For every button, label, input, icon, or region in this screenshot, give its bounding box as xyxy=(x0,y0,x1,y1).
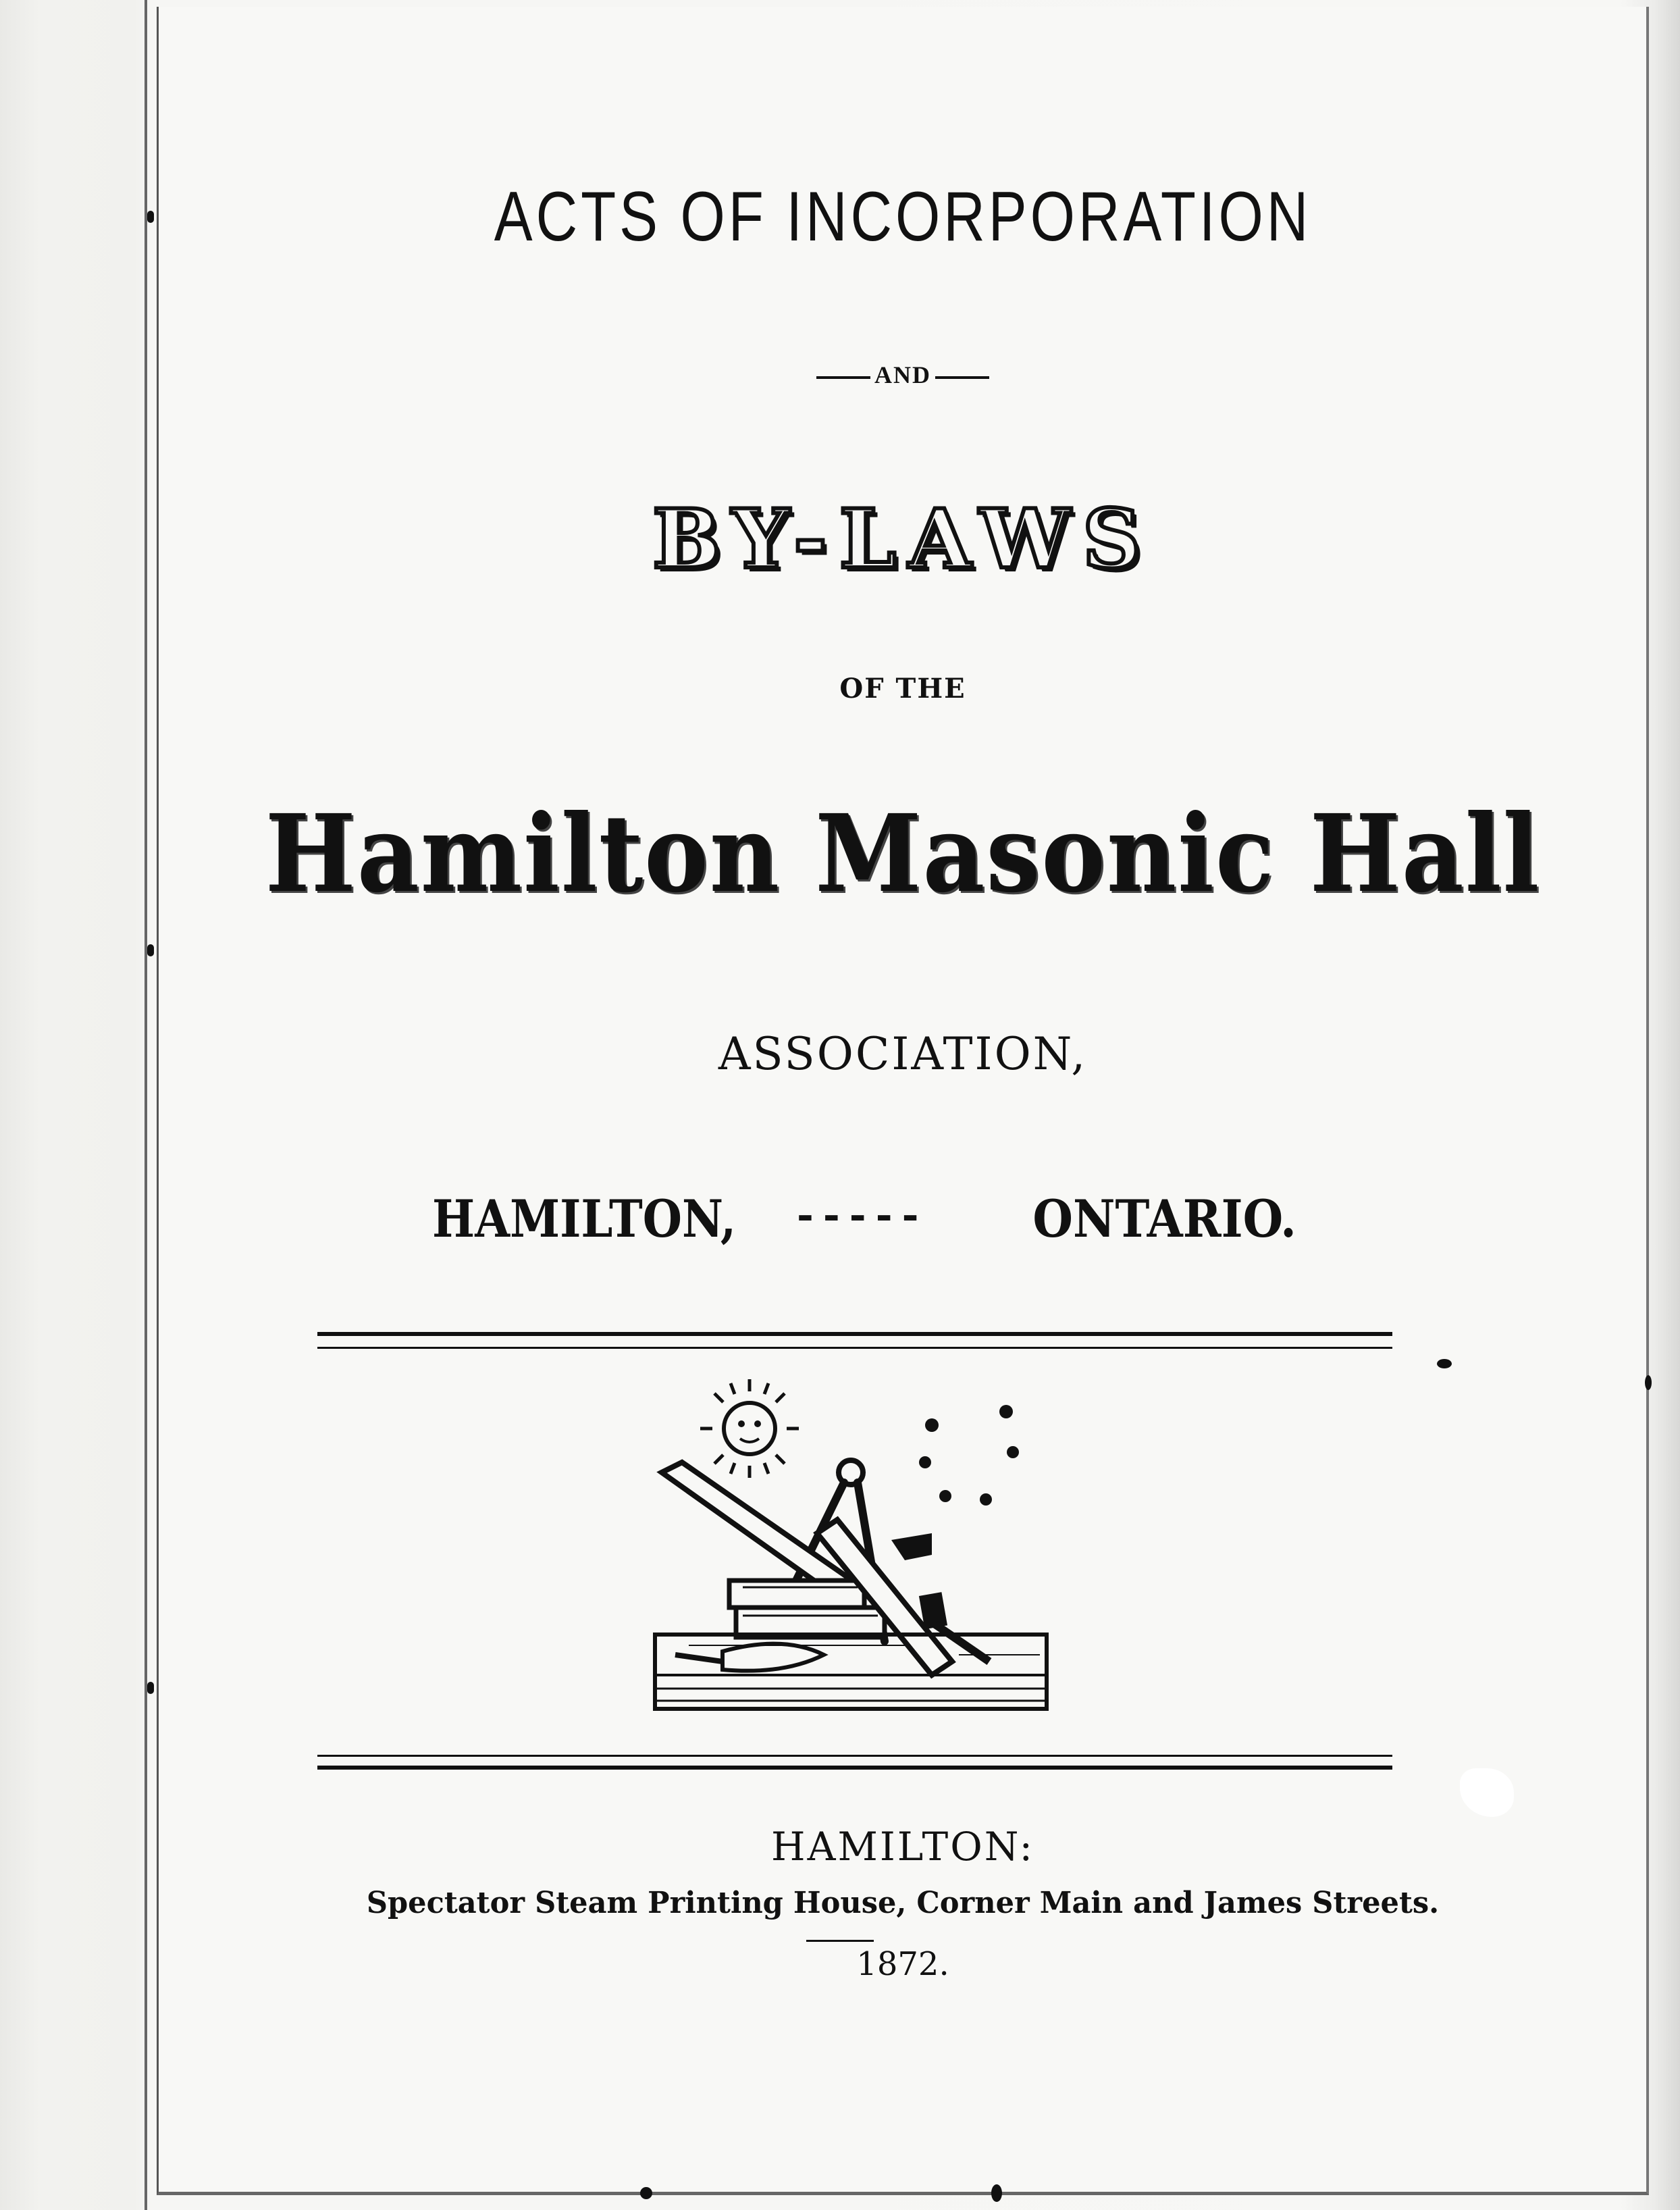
ink-speck xyxy=(1437,1359,1452,1368)
imprint-printer: Spectator Steam Printing House, Corner Main and James Streets. xyxy=(366,1886,1440,1920)
right-dash xyxy=(935,376,989,379)
bottom-rule-thin xyxy=(317,1755,1392,1757)
conjunction-text: AND xyxy=(874,361,931,388)
masonic-emblem xyxy=(648,1378,1053,1716)
bottom-rule-thick xyxy=(317,1766,1392,1770)
location-city: HAMILTON, xyxy=(432,1189,737,1249)
conjunction-line xyxy=(157,361,1649,389)
binding-fold xyxy=(145,0,147,2210)
left-dash xyxy=(816,376,870,379)
organization-name: Hamilton Masonic Hall xyxy=(265,792,1541,917)
binding-stitch xyxy=(147,1682,154,1694)
ink-speck xyxy=(991,2184,1002,2202)
sun-icon xyxy=(700,1379,799,1478)
table-icon xyxy=(655,1635,1047,1709)
location-dashes: ----- xyxy=(797,1191,928,1239)
imprint-year: 1872. xyxy=(856,1945,949,1983)
binding-stitch xyxy=(147,211,154,223)
document-title: ACTS OF INCORPORATION xyxy=(494,178,1312,256)
ink-speck xyxy=(1645,1375,1652,1390)
star-icon xyxy=(919,1405,1019,1506)
top-rule-thick xyxy=(317,1332,1392,1336)
location-line xyxy=(432,1189,1296,1256)
trowel-icon xyxy=(675,1644,824,1671)
of-the-text: OF THE xyxy=(839,673,966,704)
ink-speck xyxy=(640,2187,652,2199)
location-province: ONTARIO. xyxy=(1032,1189,1296,1249)
top-rule-thin xyxy=(317,1347,1392,1349)
moon-icon xyxy=(939,1418,966,1472)
bylaws-heading: BY-LAWS xyxy=(652,492,1153,587)
binding-stitch xyxy=(147,944,154,956)
imprint-city: HAMILTON: xyxy=(770,1824,1034,1870)
association-text: ASSOCIATION, xyxy=(718,1028,1088,1080)
year-overline xyxy=(806,1940,874,1942)
